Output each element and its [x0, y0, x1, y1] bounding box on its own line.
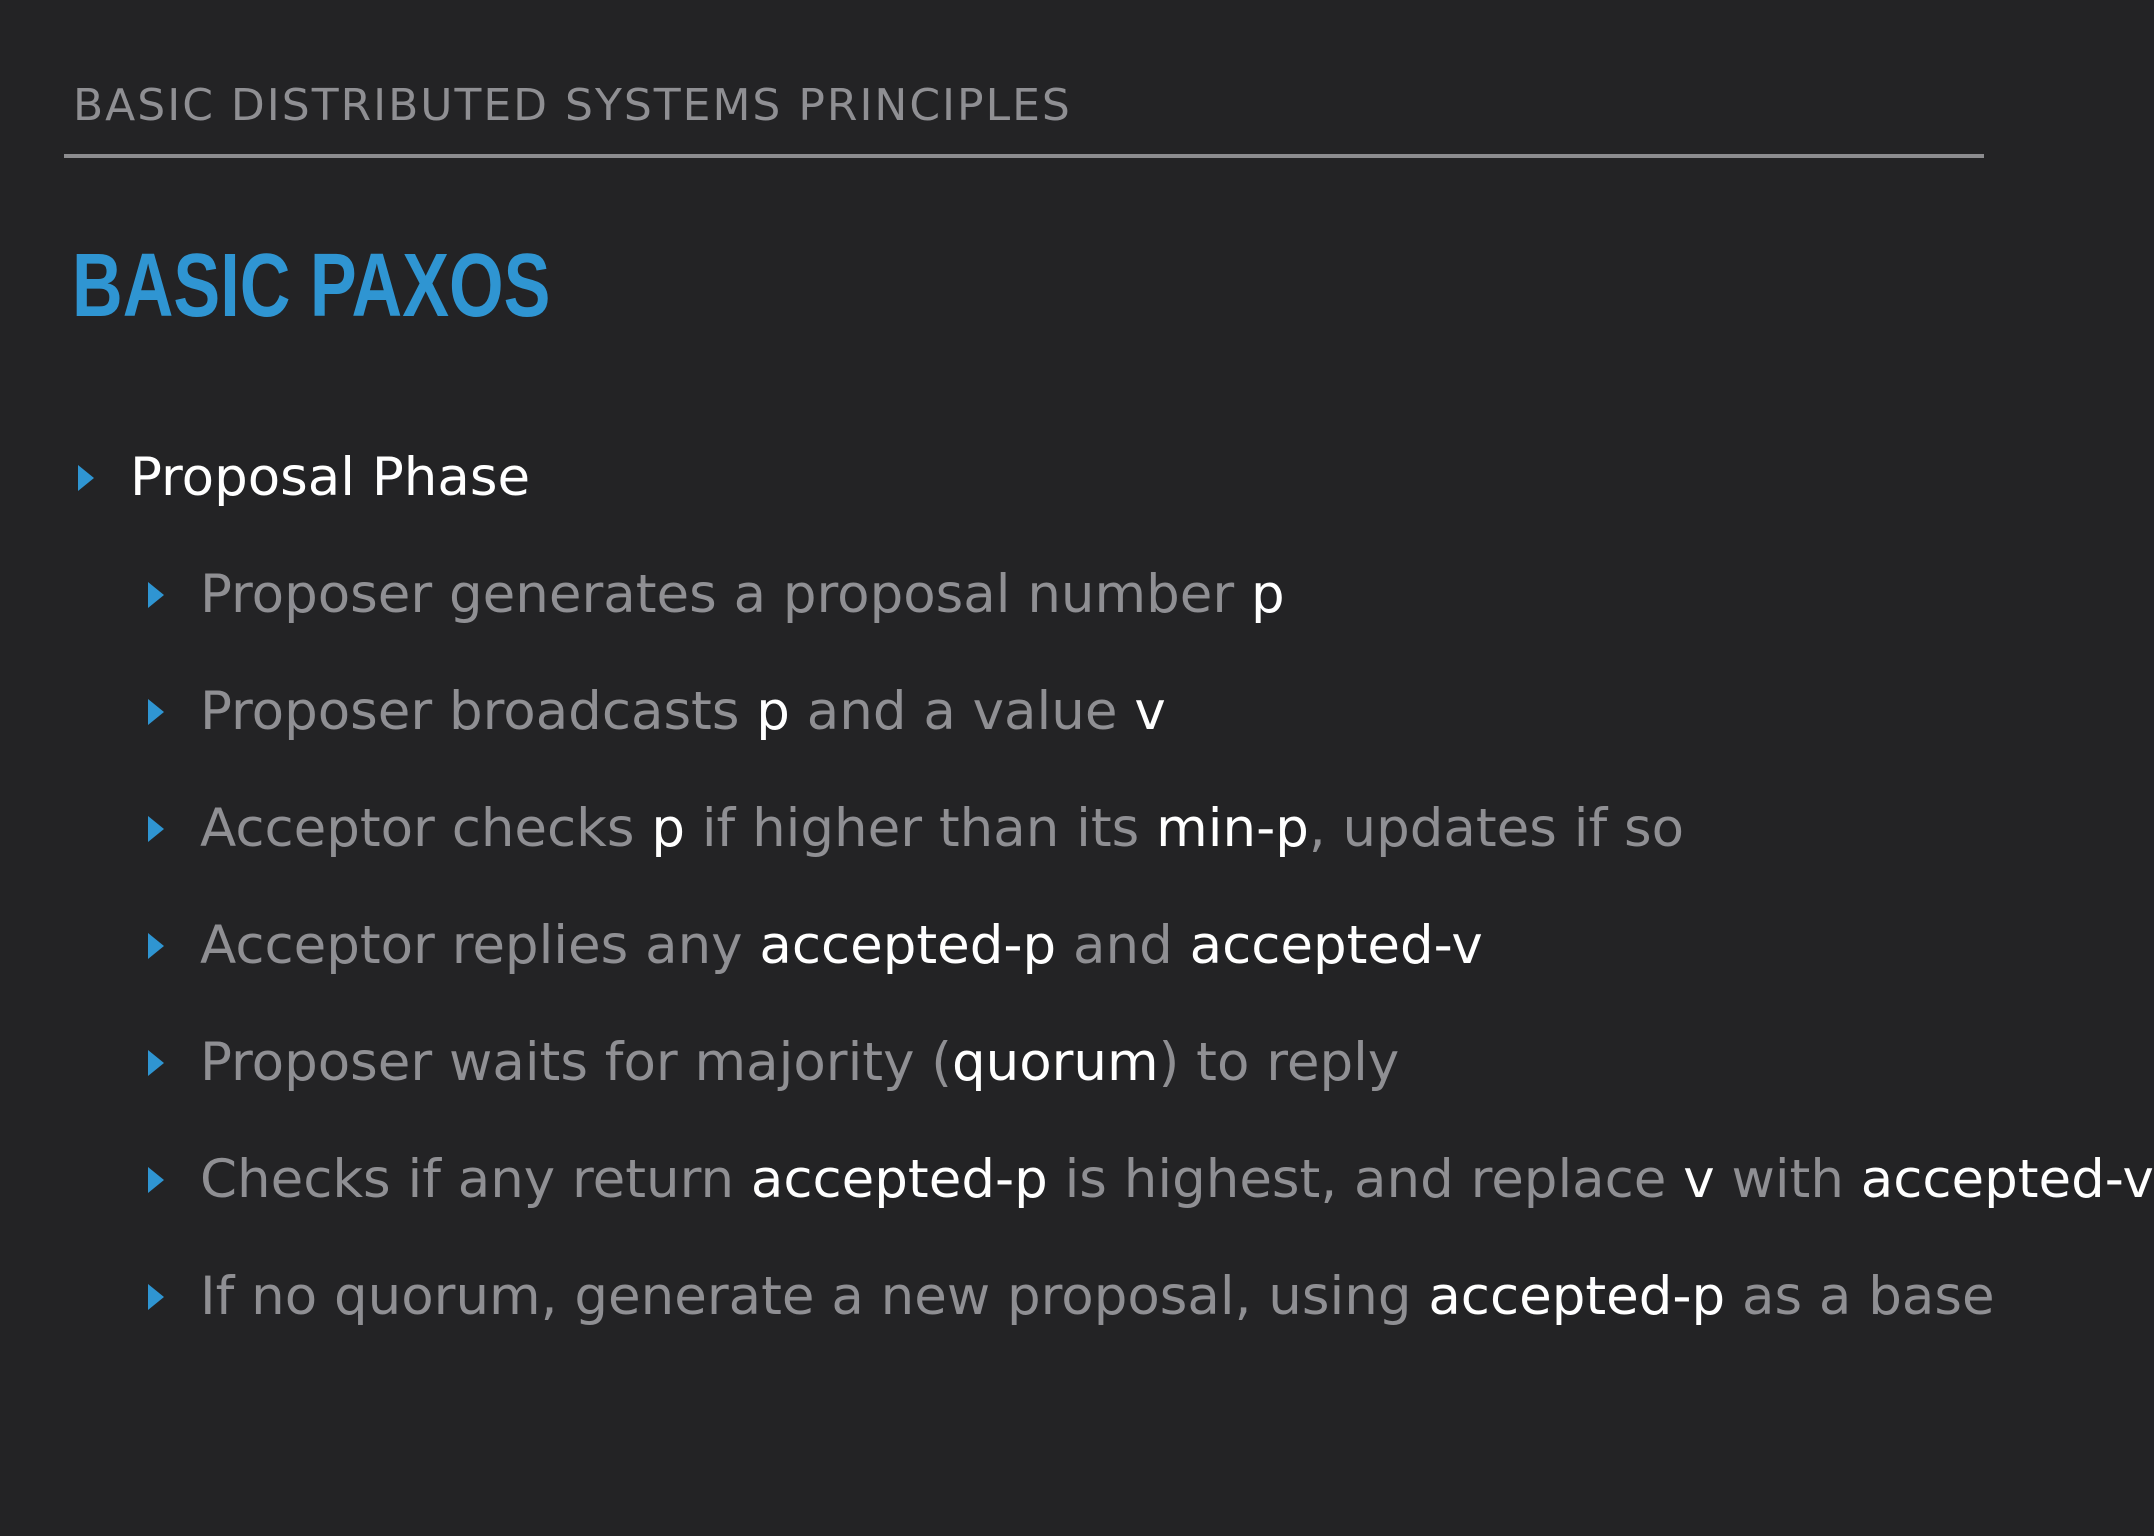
highlighted-term: accepted-v	[1189, 915, 1483, 976]
bullet-text-segment: and	[1056, 915, 1190, 976]
highlighted-term: accepted-p	[750, 1149, 1048, 1210]
bullet-text-segment: Checks if any return	[200, 1149, 751, 1210]
highlighted-term: accepted-v	[1860, 1149, 2154, 1210]
highlighted-term: accepted-p	[1428, 1266, 1726, 1327]
bullet-text	[200, 1028, 1399, 1098]
bullet-text-segment: , updates if so	[1308, 798, 1685, 859]
bullet-item	[148, 911, 1483, 981]
bullet-text	[200, 1262, 1995, 1332]
triangle-right-icon	[148, 699, 164, 725]
bullet-item	[148, 1028, 1399, 1098]
bullet-item	[148, 677, 1166, 747]
bullet-text-segment: ) to reply	[1158, 1032, 1400, 1093]
bullet-text-segment: and a value	[789, 681, 1135, 742]
bullet-text	[200, 794, 1684, 864]
bullet-text-segment: with	[1714, 1149, 1861, 1210]
triangle-right-icon	[148, 582, 164, 608]
bullet-text-segment: If no quorum, generate a new proposal, using	[200, 1266, 1429, 1327]
bullet-text-segment: as a base	[1725, 1266, 1995, 1327]
bullet-heading	[78, 443, 530, 513]
highlighted-term: quorum	[951, 1032, 1159, 1093]
bullet-text	[200, 911, 1483, 981]
slide-title: BASIC PAXOS	[72, 236, 551, 336]
bullet-text-segment: Acceptor replies any	[200, 915, 760, 976]
bullet-item	[148, 794, 1684, 864]
bullet-text-segment: Proposer broadcasts	[200, 681, 757, 742]
bullet-text	[200, 677, 1166, 747]
bullet-text-segment: Proposer waits for majority (	[200, 1032, 952, 1093]
bullet-text-segment: Acceptor checks	[200, 798, 652, 859]
triangle-right-icon	[148, 1167, 164, 1193]
bullet-text-segment: if higher than its	[684, 798, 1157, 859]
bullet-text	[130, 443, 530, 513]
highlighted-term: v	[1134, 681, 1166, 742]
bullet-text	[200, 1145, 2154, 1215]
section-title: BASIC DISTRIBUTED SYSTEMS PRINCIPLES	[73, 80, 1072, 131]
bullet-text	[200, 560, 1285, 630]
triangle-right-icon	[78, 465, 94, 491]
bullet-item	[148, 1145, 2154, 1215]
highlighted-term: p	[756, 681, 790, 742]
highlighted-term: v	[1683, 1149, 1715, 1210]
highlighted-term: p	[1251, 564, 1285, 625]
highlighted-term: accepted-p	[759, 915, 1057, 976]
highlighted-term: Proposal Phase	[130, 447, 531, 508]
triangle-right-icon	[148, 933, 164, 959]
bullet-item	[148, 560, 1285, 630]
triangle-right-icon	[148, 1050, 164, 1076]
triangle-right-icon	[148, 816, 164, 842]
bullet-text-segment: is highest, and replace	[1047, 1149, 1684, 1210]
highlighted-term: p	[651, 798, 685, 859]
highlighted-term: min-p	[1156, 798, 1309, 859]
bullet-item	[148, 1262, 1995, 1332]
bullet-text-segment: Proposer generates a proposal number	[200, 564, 1252, 625]
triangle-right-icon	[148, 1284, 164, 1310]
